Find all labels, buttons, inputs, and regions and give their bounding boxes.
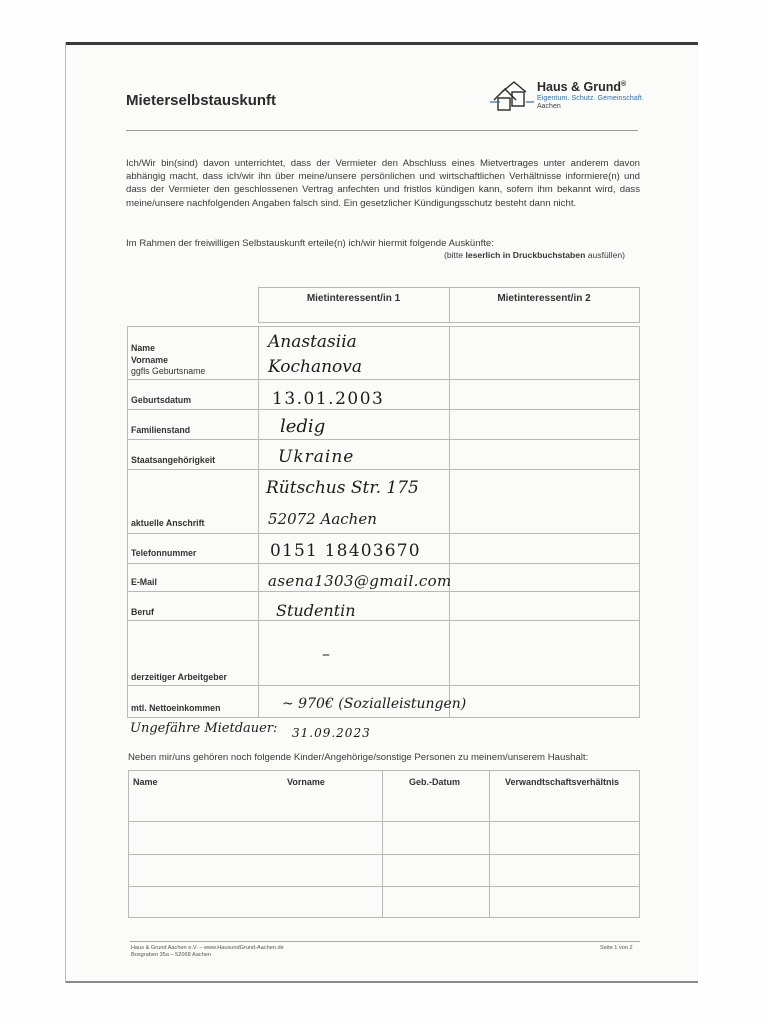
hw-mietdauer-label: Ungefähre Mietdauer: [130,721,278,736]
household-col-vorname: Vorname [287,777,325,787]
hw-email: asena1303@gmail.com [268,572,452,590]
name-label: Name Vorname ggfls Geburtsname [131,343,206,376]
household-col-verwandtschaft: Verwandtschaftsverhältnis [505,777,620,787]
column-tenant-1: Mietinteressent/in 1 [306,293,401,304]
hw-name: Anastasiia [268,332,357,352]
intro-paragraph: Ich/Wir bin(sind) davon unterrichtet, dass der Vermieter den Abschluss eines Mietvertrages unter anderem davon abhängig macht, dass ich/wir ihn über meine/unsere persönlichen und wirtschaftlichen Verhältnisse informiere(n) und dass der Vermieter den geschlossenen Vertrag anfechten und fristlos kündigen kann, sofern ihm bekannt wird, dass meine/unsere nachfolgenden Angaben falsch sind. Ein gesetzlicher Kündigungsschutz besteht dann nicht. [126,158,640,209]
page-number: Seite 1 von 2 [600,945,633,951]
document-title: Mieterselbstauskunft [126,92,277,109]
nettoeinkommen-label: mtl. Nettoeinkommen [131,703,221,713]
hw-mietdauer-value: 31.09.2023 [292,726,371,740]
logo-city: Aachen [537,103,561,110]
staatsangehoerigkeit-label: Staatsangehörigkeit [131,455,216,465]
arbeitgeber-label: derzeitiger Arbeitgeber [131,672,227,682]
familienstand-label: Familienstand [131,425,191,435]
household-col-gebdatum: Geb.-Datum [409,777,461,787]
hw-staatsangehoerigkeit: Ukraine [278,447,355,467]
telefon-label: Telefonnummer [131,548,197,558]
footer-address: Haus & Grund Aachen e.V. – www.HausundGrund-Aachen.de Bosgraben 35a – 52068 Aachen [131,945,284,958]
lead-sentence: Im Rahmen der freiwilligen Selbstauskunft erteile(n) ich/wir hiermit folgende Auskünfte: [126,238,494,249]
email-label: E-Mail [131,577,157,587]
title-divider [126,130,638,131]
fill-hint: (bitte leserlich in Druckbuchstaben ausfüllen) [443,250,625,260]
beruf-label: Beruf [131,607,154,617]
column-tenant-2: Mietinteressent/in 2 [497,293,591,304]
hw-arbeitgeber: – [322,644,330,663]
hw-vorname: Kochanova [268,357,363,377]
geburtsdatum-label: Geburtsdatum [131,395,192,405]
household-col-name: Name [133,777,158,787]
hw-familienstand: ledig [280,416,326,437]
logo-text [537,80,644,110]
anschrift-label: aktuelle Anschrift [131,518,205,528]
hw-anschrift-1: Rütschus Str. 175 [266,478,419,498]
hw-nettoeinkommen: ~ 970€ (Sozialleistungen) [282,696,467,712]
hw-anschrift-2: 52072 Aachen [268,510,377,528]
hw-beruf: Studentin [276,601,356,620]
hw-geburtsdatum: 13.01.2003 [272,389,385,409]
footer-divider [130,941,640,942]
page-edge-bottom [66,981,698,983]
hw-telefon: 0151 18403670 [270,541,421,561]
logo-name: Haus & Grund® [537,80,627,94]
household-sentence: Neben mir/uns gehören noch folgende Kinder/Angehörige/sonstige Personen zu meinem/unserem Haushalt: [128,752,589,763]
logo-tagline: Eigentum. Schutz. Gemeinschaft. [537,95,644,102]
